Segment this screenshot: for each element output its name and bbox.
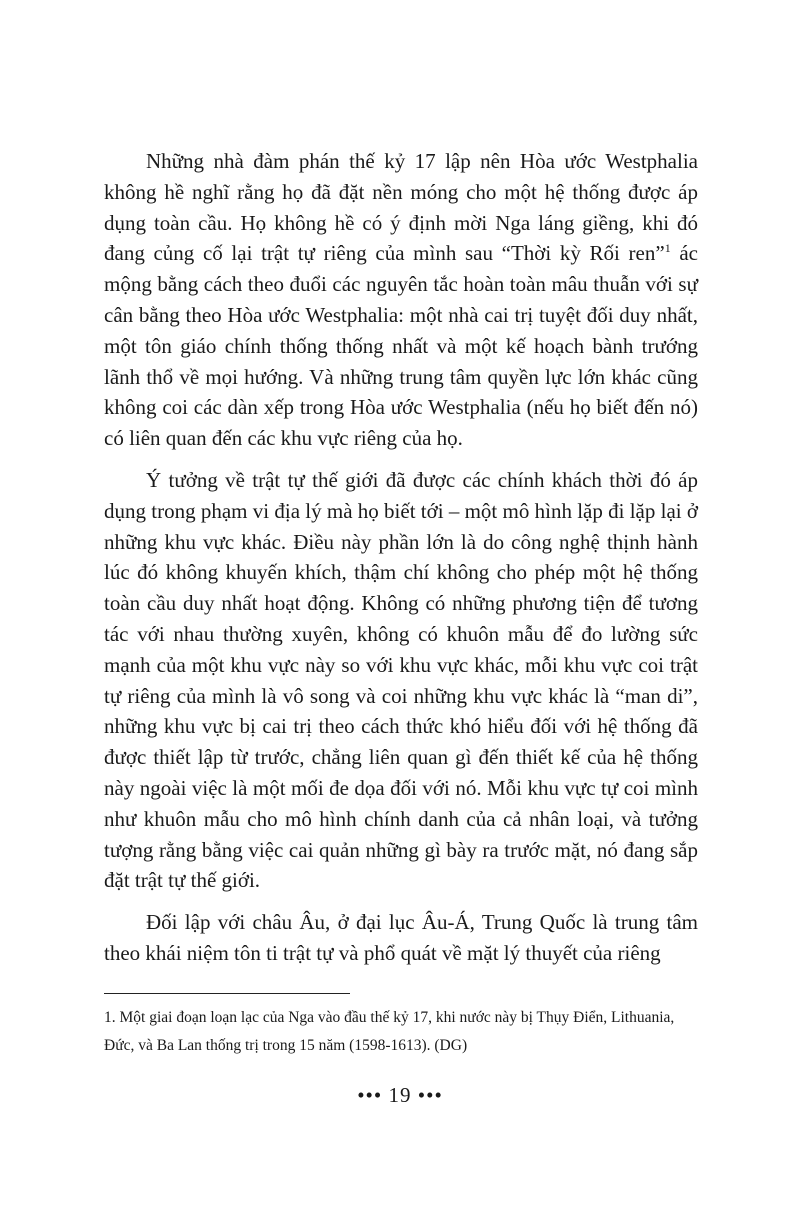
paragraph-2: Ý tưởng về trật tự thế giới đã được các chính khách thời đó áp dụng trong phạm vi địa lý mà họ biết tới – một mô hình lặp đi lặp lại ở những khu vực khác. Điều này phần lớn là do công nghệ thịnh hành lúc đó không khuyến khích, thậm chí không cho phép một hệ thống toàn cầu duy nhất hoạt động. Không có những phương tiện để tương tác với nhau thường xuyên, không có khuôn mẫu để đo lường sức mạnh của một khu vực này so với khu vực khác, mỗi khu vực coi trật tự riêng của mình là vô song và coi những khu vực khác là “man di”, những khu vực bị cai trị theo cách thức khó hiểu đối với hệ thống đã được thiết lập từ trước, chẳng liên quan gì đến thiết kế của hệ thống này ngoài việc là một mối đe dọa đối với nó. Mỗi khu vực tự coi mình như khuôn mẫu cho mô hình chính danh của cả nhân loại, và tưởng tượng rằng bằng việc cai quản những gì bày ra trước mặt, nó đang sắp đặt trật tự thế giới.: [104, 467, 698, 893]
footnote: 1. Một giai đoạn loạn lạc của Nga vào đầu thế kỷ 17, khi nước này bị Thụy Điển, Lithuania, Đức, và Ba Lan thống trị trong 15 năm (1598-1613). (DG): [104, 1009, 675, 1054]
footnote-divider: [104, 993, 350, 994]
body-text: [104, 146, 698, 980]
paragraph-1-text: Những nhà đàm phán thế kỷ 17 lập nên Hòa ước Westphalia không hề nghĩ rằng họ đã đặt nền móng cho một hệ thống được áp dụng toàn cầu. Họ không hề có ý định mời Nga láng giềng, khi đó đang củng cố lại trật tự riêng của mình sau “Thời kỳ Rối ren”: [104, 149, 698, 266]
paragraph-1: [104, 146, 698, 454]
footnote-reference[interactable]: 1: [664, 241, 671, 256]
page-number: ••• 19 •••: [357, 1083, 443, 1107]
paragraph-1-text-continued: ác mộng bằng cách theo đuổi các nguyên tắc hoàn toàn mâu thuẫn với sự cân bằng theo Hòa ước Westphalia: một nhà cai trị tuyệt đối duy nhất, một tôn giáo chính thống thống nhất và một kế hoạch bành trướng lãnh thổ về mọi hướng. Và những trung tâm quyền lực lớn khác cũng không coi các dàn xếp trong Hòa ước Westphalia (nếu họ biết đến nó) có liên quan đến các khu vực riêng của họ.: [104, 241, 698, 451]
paragraph-3: Đối lập với châu Âu, ở đại lục Âu-Á, Trung Quốc là trung tâm theo khái niệm tôn ti trật tự và phổ quát về mặt lý thuyết của riêng: [104, 910, 698, 965]
